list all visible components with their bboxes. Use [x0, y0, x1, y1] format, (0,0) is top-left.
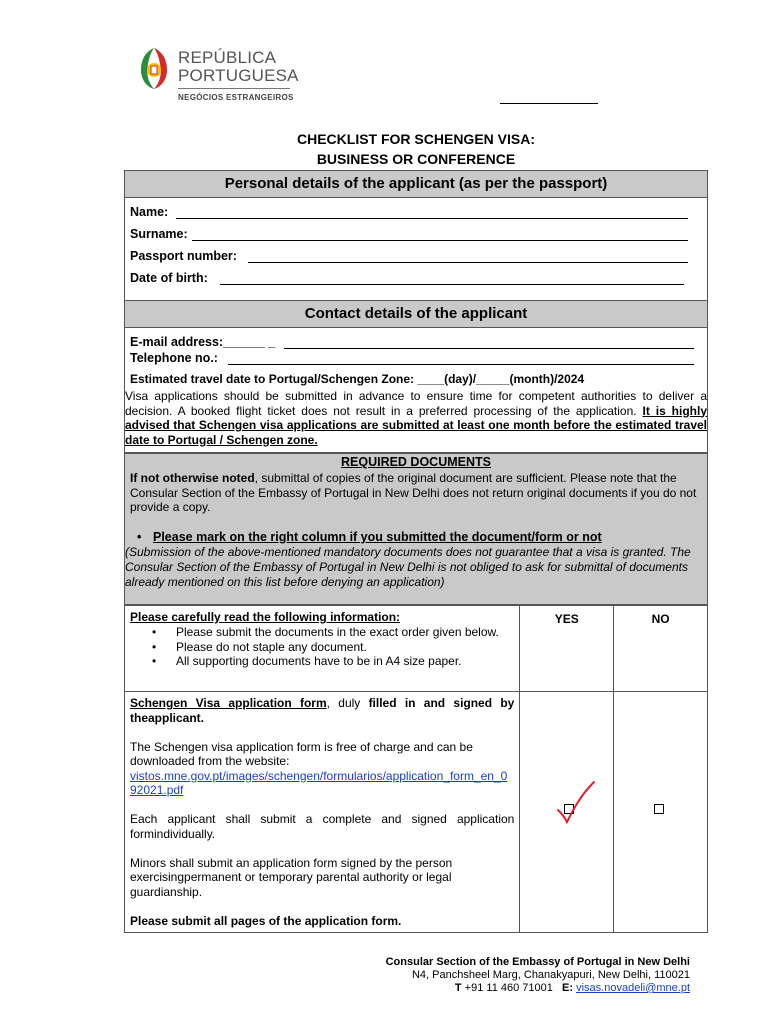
list-item: • Please submit the documents in the exact order given below. [152, 625, 514, 640]
info-cell [125, 606, 520, 692]
surname-label: Surname: [130, 227, 188, 241]
form-title-bold: filled in and signed by theapplicant. [130, 696, 515, 725]
contact-details-heading: Contact details of the applicant [125, 301, 707, 328]
mark-instruction [137, 530, 602, 544]
page-title: CHECKLIST FOR SCHENGEN VISA: [296, 131, 535, 147]
red-check-mark-icon [556, 780, 602, 826]
disclaimer: (Submission of the above-mentioned mandatory documents does not guarantee that a visa is granted. The Consular Section of the Embassy of Portugal in New Delhi is not obliged to ask for submittal of documents already mentioned on this list before denying an application) [125, 545, 691, 589]
info-title: Please carefully read the following information: [130, 610, 401, 624]
footer-phone: +91 11 460 71001 [464, 982, 553, 994]
date-of-birth-line[interactable] [220, 273, 684, 285]
form-download-info [130, 740, 514, 798]
surname-field[interactable] [130, 227, 188, 241]
no-checkbox[interactable] [654, 804, 664, 814]
name-field[interactable] [130, 205, 168, 219]
name-label: Name: [130, 205, 169, 219]
application-form-title [130, 696, 514, 725]
personal-details-section [124, 170, 708, 301]
intro-bold: If not otherwise noted [130, 471, 255, 485]
telephone-line[interactable] [228, 353, 694, 365]
yes-column-header: YES [520, 606, 614, 692]
email-field[interactable] [130, 335, 275, 349]
form-download-text: The Schengen visa application form is free of charge and can be downloaded from the website: [130, 739, 473, 768]
travel-date-field[interactable]: Estimated travel date to Portugal/Schengen Zone: ____(day)/_____(month)/2024 [130, 372, 585, 386]
intro-rest: , submittal of copies of the original document are sufficient. Please note that the Consular Section of the Embassy of Portugal in New Delhi does not return original documents if you do not provide a copy. [130, 471, 697, 514]
footer-email-link[interactable]: visas.novadeli@mne.pt [576, 982, 690, 994]
required-documents-heading: REQUIRED DOCUMENTS [340, 455, 491, 469]
name-line[interactable] [176, 207, 688, 219]
list-item: • Please do not staple any document. [152, 640, 514, 655]
email-prefix: ______ _ [223, 335, 276, 349]
application-form-link[interactable]: vistos.mne.gov.pt/images/schengen/formularios/application_form_en_0 92021.pdf [130, 768, 508, 797]
passport-number-label: Passport number: [130, 249, 237, 263]
page-subtitle: BUSINESS OR CONFERENCE [316, 151, 516, 167]
table-row [125, 606, 708, 692]
logo-ministry: NEGÓCIOS ESTRANGEIROS [178, 93, 294, 102]
contact-details-section [124, 300, 708, 453]
mark-instruction-text: Please mark on the right column if you submitted the document/form or not [153, 530, 602, 544]
required-documents-section [124, 453, 708, 605]
form-minors-note: Minors shall submit an application form signed by the person exercisingpermanent or temporary parental authority or legal guardianship. [130, 855, 453, 899]
no-cell [614, 692, 708, 933]
application-form-cell [125, 692, 520, 933]
telephone-label: Telephone no.: [130, 351, 218, 365]
date-of-birth-label: Date of birth: [130, 271, 208, 285]
checklist-table [124, 605, 708, 933]
email-label: E-mail address: [130, 335, 224, 349]
yes-cell [520, 692, 614, 933]
required-documents-intro [130, 471, 704, 515]
logo-republica: REPÚBLICA [178, 48, 277, 67]
personal-details-heading: Personal details of the applicant (as per the passport) [125, 171, 707, 198]
footer-office: Consular Section of the Embassy of Portugal in New Delhi [385, 956, 690, 968]
bullet-icon: • [137, 530, 142, 544]
advice-plain: Visa applications should be submitted in advance to ensure time for competent authorities to deliver a decision. A booked flight ticket does not result in a preferred processing of the application. [125, 389, 707, 418]
logo [138, 44, 308, 106]
reference-line [500, 103, 598, 104]
logo-portuguesa: PORTUGUESA [178, 66, 299, 85]
date-of-birth-field[interactable] [130, 271, 208, 285]
surname-line[interactable] [192, 229, 688, 241]
form-title-mid: , duly [326, 696, 369, 710]
email-line[interactable] [284, 337, 694, 349]
list-item: • All supporting documents have to be in A4 size paper. [152, 654, 514, 669]
footer-contact [455, 982, 690, 994]
passport-number-line[interactable] [248, 251, 688, 263]
advance-submission-notice [125, 389, 707, 447]
portugal-emblem-icon [138, 46, 170, 90]
phone-label: T [454, 982, 462, 994]
info-list [152, 625, 514, 669]
footer-address: N4, Panchsheel Marg, Chanakyapuri, New Delhi, 110021 [411, 969, 690, 981]
advice-bold: It is highly advised that Schengen visa applications are submitted at least one month before the estimated travel date to Portugal / Schengen zone. [125, 403, 707, 447]
telephone-field[interactable] [130, 351, 218, 365]
email-label: E: [562, 982, 574, 994]
table-row [125, 692, 708, 933]
form-title-underlined: Schengen Visa application form [130, 696, 327, 710]
passport-number-field[interactable] [130, 249, 237, 263]
logo-divider [178, 88, 290, 89]
no-column-header: NO [614, 606, 708, 692]
form-individual-note: Each applicant shall submit a complete and signed application formindividually. [130, 812, 515, 841]
form-all-pages-note: Please submit all pages of the application form. [130, 913, 402, 928]
